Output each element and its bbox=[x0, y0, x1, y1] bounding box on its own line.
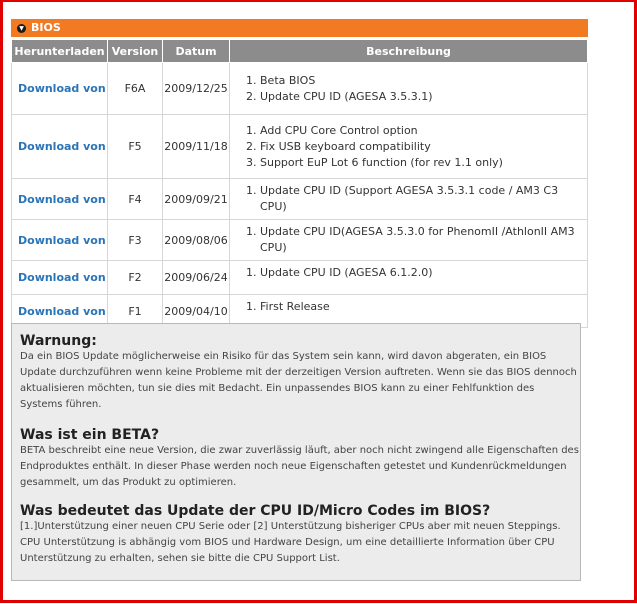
description-cell bbox=[230, 179, 588, 220]
bios-section-header[interactable] bbox=[11, 19, 588, 37]
description-item: 1. Update CPU ID (AGESA 6.1.2.0) bbox=[260, 265, 587, 281]
table-row bbox=[12, 220, 588, 261]
download-cell bbox=[12, 115, 108, 179]
description-item: 1. Update CPU ID(AGESA 3.5.3.0 for PhenomII /AthlonII AM3 CPU) bbox=[260, 224, 587, 256]
download-cell bbox=[12, 179, 108, 220]
version-cell: F6A bbox=[108, 63, 163, 115]
bios-table bbox=[11, 39, 588, 328]
download-link[interactable]: Download von bbox=[18, 82, 106, 95]
cpu-update-text-1: [1.]Unterstützung einer neuen CPU Serie oder [2] Unterstützung bisheriger CPUs aber mit neuen Steppings. bbox=[20, 521, 561, 532]
download-link[interactable]: Download von bbox=[18, 271, 106, 284]
collapse-arrow-icon[interactable]: ▼ bbox=[17, 24, 26, 33]
col-header-version: Version bbox=[108, 40, 163, 63]
description-cell bbox=[230, 63, 588, 115]
date-cell: 2009/08/06 bbox=[163, 220, 230, 261]
date-cell: 2009/11/18 bbox=[163, 115, 230, 179]
date-cell: 2009/06/24 bbox=[163, 261, 230, 295]
section-title: BIOS bbox=[31, 21, 61, 34]
table-row bbox=[12, 261, 588, 295]
version-cell: F2 bbox=[108, 261, 163, 295]
cpu-update-text-2: CPU Unterstützung is abhängig vom BIOS und Hardware Design, um eine detaillierte Information über CPU Unterstützung zu erhalten, sehen sie bitte die CPU Support List. bbox=[20, 537, 555, 564]
description-item: 2. Fix USB keyboard compatibility bbox=[260, 139, 587, 155]
description-item: 1. Update CPU ID (Support AGESA 3.5.3.1 code / AM3 C3 CPU) bbox=[260, 183, 587, 215]
table-row bbox=[12, 63, 588, 115]
table-row bbox=[12, 115, 588, 179]
info-box bbox=[11, 323, 581, 581]
warning-text: Da ein BIOS Update möglicherweise ein Risiko für das System sein kann, wird davon abgeraten, ein BIOS Update durchzuführen wenn keine Probleme mit der derzeitigen Version auftreten. Wenn sie das BIOS dennoch aktualisieren möchten, tun sie dies mit Bedacht. Ein unpassendes BIOS kann zu einer Fehlfunktion des Systems führen. bbox=[20, 351, 577, 410]
download-cell bbox=[12, 63, 108, 115]
date-cell: 2009/12/25 bbox=[163, 63, 230, 115]
version-cell: F1 bbox=[108, 295, 163, 328]
table-row bbox=[12, 179, 588, 220]
version-cell: F4 bbox=[108, 179, 163, 220]
col-header-download: Herunterladen bbox=[12, 40, 108, 63]
table-header-row bbox=[12, 40, 588, 63]
description-cell bbox=[230, 115, 588, 179]
version-cell: F3 bbox=[108, 220, 163, 261]
col-header-description: Beschreibung bbox=[230, 40, 588, 63]
description-cell bbox=[230, 261, 588, 295]
description-item: 1. First Release bbox=[260, 299, 587, 315]
date-cell: 2009/09/21 bbox=[163, 179, 230, 220]
version-cell: F5 bbox=[108, 115, 163, 179]
description-item: 3. Support EuP Lot 6 function (for rev 1.1 only) bbox=[260, 155, 587, 171]
download-cell bbox=[12, 220, 108, 261]
download-link[interactable]: Download von bbox=[18, 192, 106, 206]
description-item: 2. Update CPU ID (AGESA 3.5.3.1) bbox=[260, 89, 587, 105]
download-link[interactable]: Download von bbox=[18, 304, 106, 318]
beta-title: Was ist ein BETA? bbox=[20, 427, 160, 443]
download-link[interactable]: Download von bbox=[18, 140, 106, 153]
description-item: 1. Beta BIOS bbox=[260, 73, 587, 89]
date-cell: 2009/04/10 bbox=[163, 295, 230, 328]
download-link[interactable]: Download von bbox=[18, 233, 106, 247]
cpu-update-title: Was bedeutet das Update der CPU ID/Micro Codes im BIOS? bbox=[20, 503, 491, 519]
description-item: 1. Add CPU Core Control option bbox=[260, 123, 587, 139]
warning-title: Warnung: bbox=[20, 333, 97, 349]
description-cell bbox=[230, 220, 588, 261]
download-cell bbox=[12, 261, 108, 295]
beta-text: BETA beschreibt eine neue Version, die zwar zuverlässig läuft, aber noch nicht zwingend alle Eigenschaften des Endproduktes enthält. In dieser Phase werden noch neue Eigenschaften getestet und Kundenrückmeldungen gesammelt, um das Produkt zu optimieren. bbox=[20, 445, 579, 488]
col-header-date: Datum bbox=[163, 40, 230, 63]
